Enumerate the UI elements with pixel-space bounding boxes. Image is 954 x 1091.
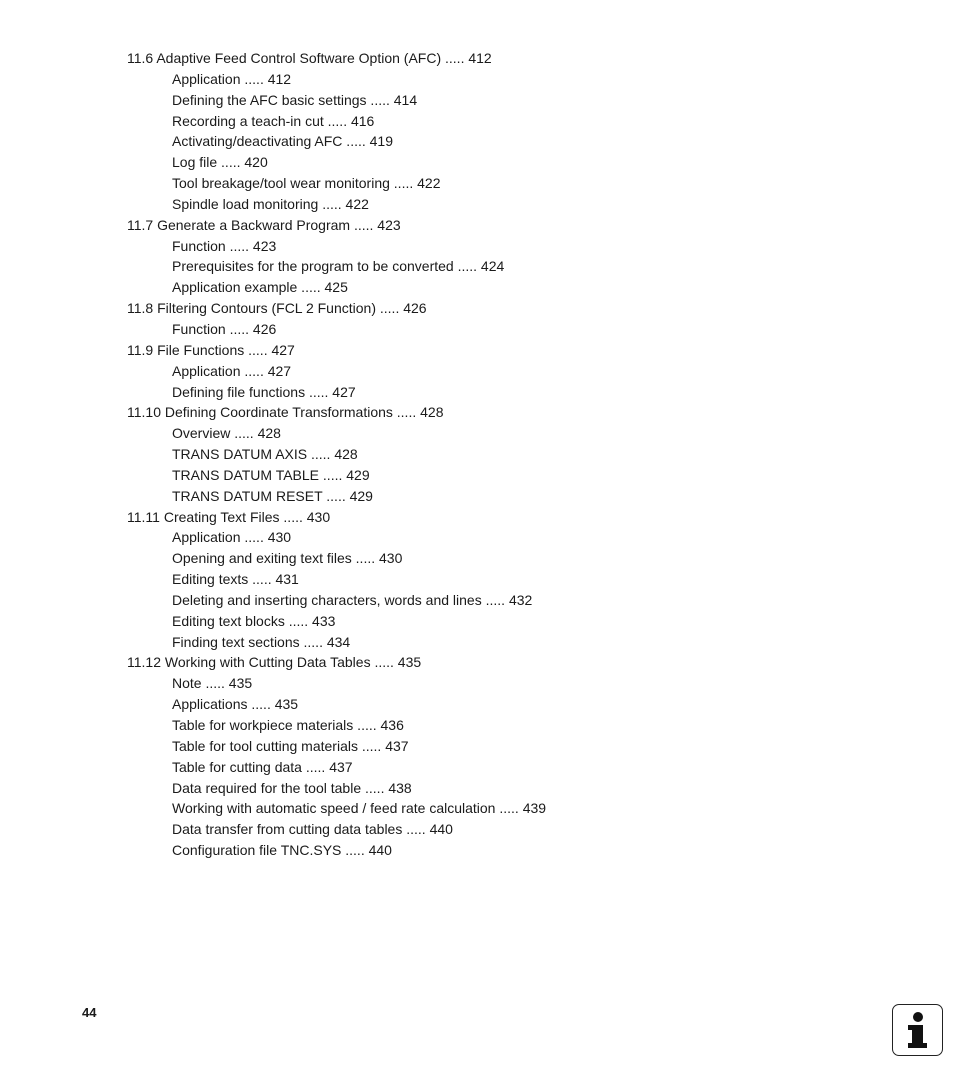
toc-subsection-entry: Overview ..... 428 — [172, 425, 281, 442]
toc-subsection-entry: Tool breakage/tool wear monitoring ..... 422 — [172, 175, 441, 192]
toc-subsection-entry: Application ..... 427 — [172, 362, 292, 379]
toc-subsection-entry: Defining the AFC basic settings ..... 414 — [172, 91, 418, 108]
toc-subsection-entry: Application example ..... 425 — [172, 279, 348, 296]
table-of-contents — [127, 48, 546, 861]
toc-subsection-entry: Configuration file TNC.SYS ..... 440 — [172, 842, 392, 859]
toc-subsection-entry: TRANS DATUM AXIS ..... 428 — [172, 446, 358, 463]
toc-subsection-entry: Working with automatic speed / feed rate calculation ..... 439 — [172, 800, 547, 817]
toc-subsection-entry: Table for workpiece materials ..... 436 — [172, 717, 404, 733]
toc-subsection-entry: Deleting and inserting characters, words and lines ..... 432 — [172, 591, 533, 608]
toc-subsection-entry: Log file ..... 420 — [172, 154, 268, 171]
toc-subsection-entry: Data transfer from cutting data tables ..... 440 — [172, 821, 453, 838]
toc-subsection-entry: Function ..... 423 — [172, 237, 277, 254]
toc-section-entry: 11.12 Working with Cutting Data Tables ..... 435 — [127, 654, 422, 671]
toc-subsection-entry: Spindle load monitoring ..... 422 — [172, 195, 369, 212]
toc-subsection-entry: Finding text sections ..... 434 — [172, 633, 351, 650]
toc-subsection-entry: Table for cutting data ..... 437 — [172, 758, 353, 775]
toc-section-entry: 11.8 Filtering Contours (FCL 2 Function) ..... 426 — [127, 300, 427, 317]
toc-subsection-entry: TRANS DATUM RESET ..... 429 — [172, 487, 373, 504]
toc-subsection-entry: Function ..... 426 — [172, 320, 277, 337]
page-number: 44 — [82, 1005, 97, 1020]
toc-subsection-entry: Defining file functions ..... 427 — [172, 383, 356, 400]
toc-subsection-entry: Application ..... 412 — [172, 70, 292, 87]
toc-section-entry: 11.7 Generate a Backward Program ..... 423 — [127, 216, 401, 233]
toc-subsection-entry: TRANS DATUM TABLE ..... 429 — [172, 466, 370, 483]
toc-section-entry: 11.11 Creating Text Files ..... 430 — [127, 508, 331, 525]
toc-subsection-entry: Application ..... 430 — [172, 529, 292, 546]
toc-subsection-entry: Prerequisites for the program to be converted ..... 424 — [172, 258, 505, 275]
toc-subsection-entry: Table for tool cutting materials ..... 437 — [172, 737, 409, 754]
toc-subsection-entry: Data required for the tool table ..... 438 — [172, 779, 412, 796]
toc-subsection-entry: Note ..... 435 — [172, 675, 253, 692]
toc-subsection-entry: Editing texts ..... 431 — [172, 571, 299, 588]
info-icon — [892, 1004, 943, 1056]
toc-subsection-entry: Applications ..... 435 — [172, 696, 299, 713]
toc-subsection-entry: Opening and exiting text files ..... 430 — [172, 550, 403, 567]
toc-subsection-entry: Activating/deactivating AFC ..... 419 — [172, 133, 394, 150]
toc-section-entry: 11.10 Defining Coordinate Transformations ..... 428 — [127, 404, 444, 421]
toc-subsection-entry: Recording a teach-in cut ..... 416 — [172, 112, 375, 129]
toc-section-entry: 11.6 Adaptive Feed Control Software Option (AFC) ..... 412 — [127, 50, 492, 66]
toc-subsection-entry: Editing text blocks ..... 433 — [172, 612, 336, 629]
toc-section-entry: 11.9 File Functions ..... 427 — [127, 341, 295, 358]
